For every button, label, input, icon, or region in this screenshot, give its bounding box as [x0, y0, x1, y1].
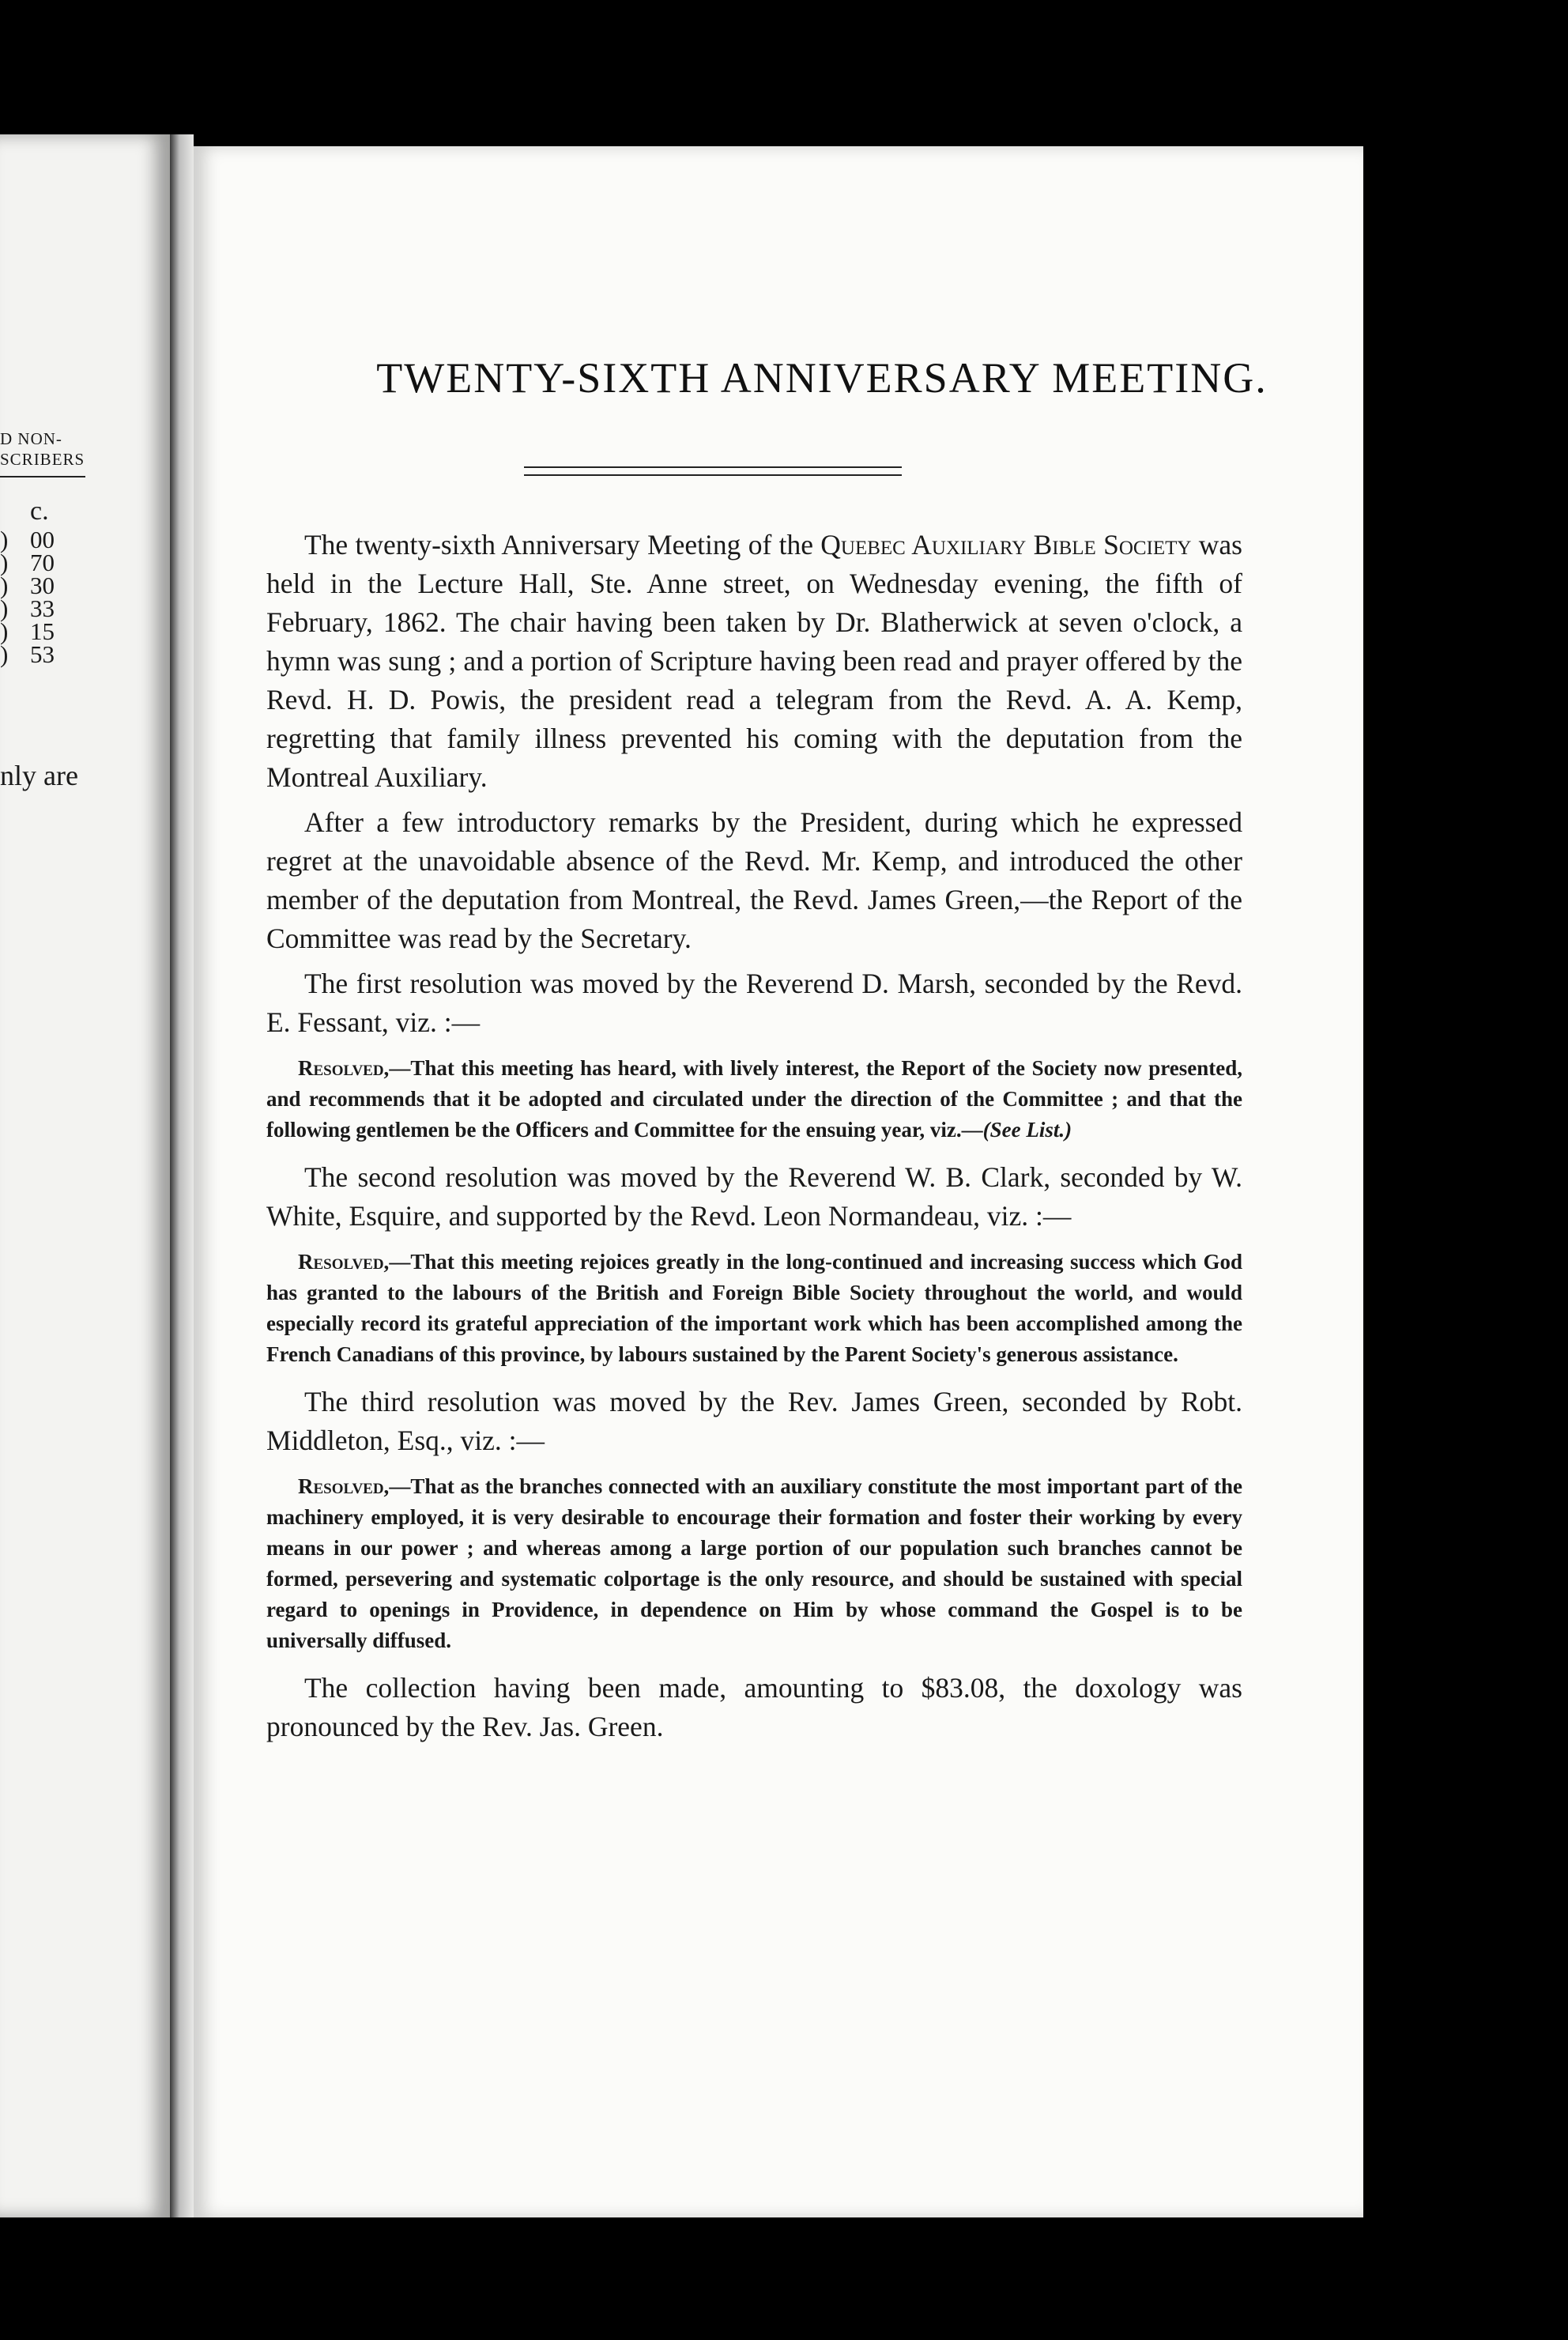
left-page — [0, 134, 170, 2217]
left-text-fragment: nly are — [0, 760, 78, 791]
left-header-line1: D NON- — [0, 429, 62, 448]
title-rule-ornament — [524, 466, 902, 476]
left-value: 00 — [30, 526, 55, 553]
resolution-2: Resolved,—That this meeting rejoices greatly in the long-continued and increasing success which God has granted to the labours of the British and Foreign Bible Society throughout the world, and would especially record its grateful appreciation of the important work which has been accomplished among the French Canadians of this province, by labours sustained by the Parent Society's generous assistance. — [266, 1250, 1242, 1366]
right-page — [194, 146, 1363, 2217]
see-list-note: (See List.) — [982, 1118, 1072, 1142]
left-value: 30 — [30, 572, 55, 599]
paragraph-second-resolution: The second resolution was moved by the Reverend W. B. Clark, seconded by W. White, Esquire, and supported by the Revd. Leon Normandeau, viz. :— — [266, 1161, 1242, 1232]
paragraph-third-resolution: The third resolution was moved by the Rev. James Green, seconded by Robt. Middleton, Esq., viz. :— — [266, 1386, 1242, 1456]
left-page-header — [0, 428, 85, 470]
left-value: 15 — [30, 617, 55, 645]
left-currency: c. — [30, 496, 49, 526]
left-rule — [0, 476, 85, 477]
resolution-1: Resolved,—That this meeting has heard, with lively interest, the Report of the Society now presented, and recommends that it be adopted and circulated under the direction of the Committee ; and that the following gentlemen be the Officers and Committee for the ensuing year, viz.—(See List.) — [266, 1056, 1242, 1142]
paragraph-collection: The collection having been made, amounting to $83.08, the doxology was pronounced by the Rev. Jas. Green. — [266, 1672, 1242, 1742]
left-values — [30, 528, 55, 666]
left-value: 53 — [30, 640, 55, 668]
paragraph-opening: The twenty-sixth Anniversary Meeting of the Quebec Auxiliary Bible Society was held in the Lecture Hall, Ste. Anne street, on Wednesday evening, the fifth of February, 1862. The chair having been taken by Dr. Blatherwick at seven o'clock, a hymn was sung ; and a portion of Scripture having been read and prayer offered by the Revd. H. D. Powis, the president read a telegram from the Revd. A. A. Kemp, regretting that family illness prevented his coming with the deputation from the Montreal Auxiliary. — [266, 529, 1242, 793]
left-column-ticks: ) ) ) ) ) ) — [0, 526, 9, 668]
left-value: 70 — [30, 549, 55, 576]
left-value: 33 — [30, 594, 55, 622]
society-name: Quebec Auxiliary Bible Society — [820, 529, 1192, 560]
page-title: TWENTY-SIXTH ANNIVERSARY MEETING. — [376, 354, 1268, 402]
paragraph-first-resolution: The first resolution was moved by the Reverend D. Marsh, seconded by the Revd. E. Fessant, viz. :— — [266, 968, 1242, 1038]
paragraph-introduction: After a few introductory remarks by the President, during which he expressed regret at the unavoidable absence of the Revd. Mr. Kemp, and introduced the other member of the deputation from Montreal, the Revd. James Green,—the Report of the Committee was read by the Secretary. — [266, 806, 1242, 954]
book-spine — [170, 134, 194, 2217]
resolution-3: Resolved,—That as the branches connected with an auxiliary constitute the most important part of the machinery employed, it is very desirable to encourage their formation and foster their working by every means in our power ; and whereas among a large portion of our population such branches cannot be formed, persevering and systematic colportage is the only resource, and should be sustained with special regard to openings in Providence, in dependence on Him by whose command the Gospel is to be universally diffused. — [266, 1474, 1242, 1652]
left-header-line2: SCRIBERS — [0, 450, 85, 469]
page-body — [266, 526, 1242, 1753]
